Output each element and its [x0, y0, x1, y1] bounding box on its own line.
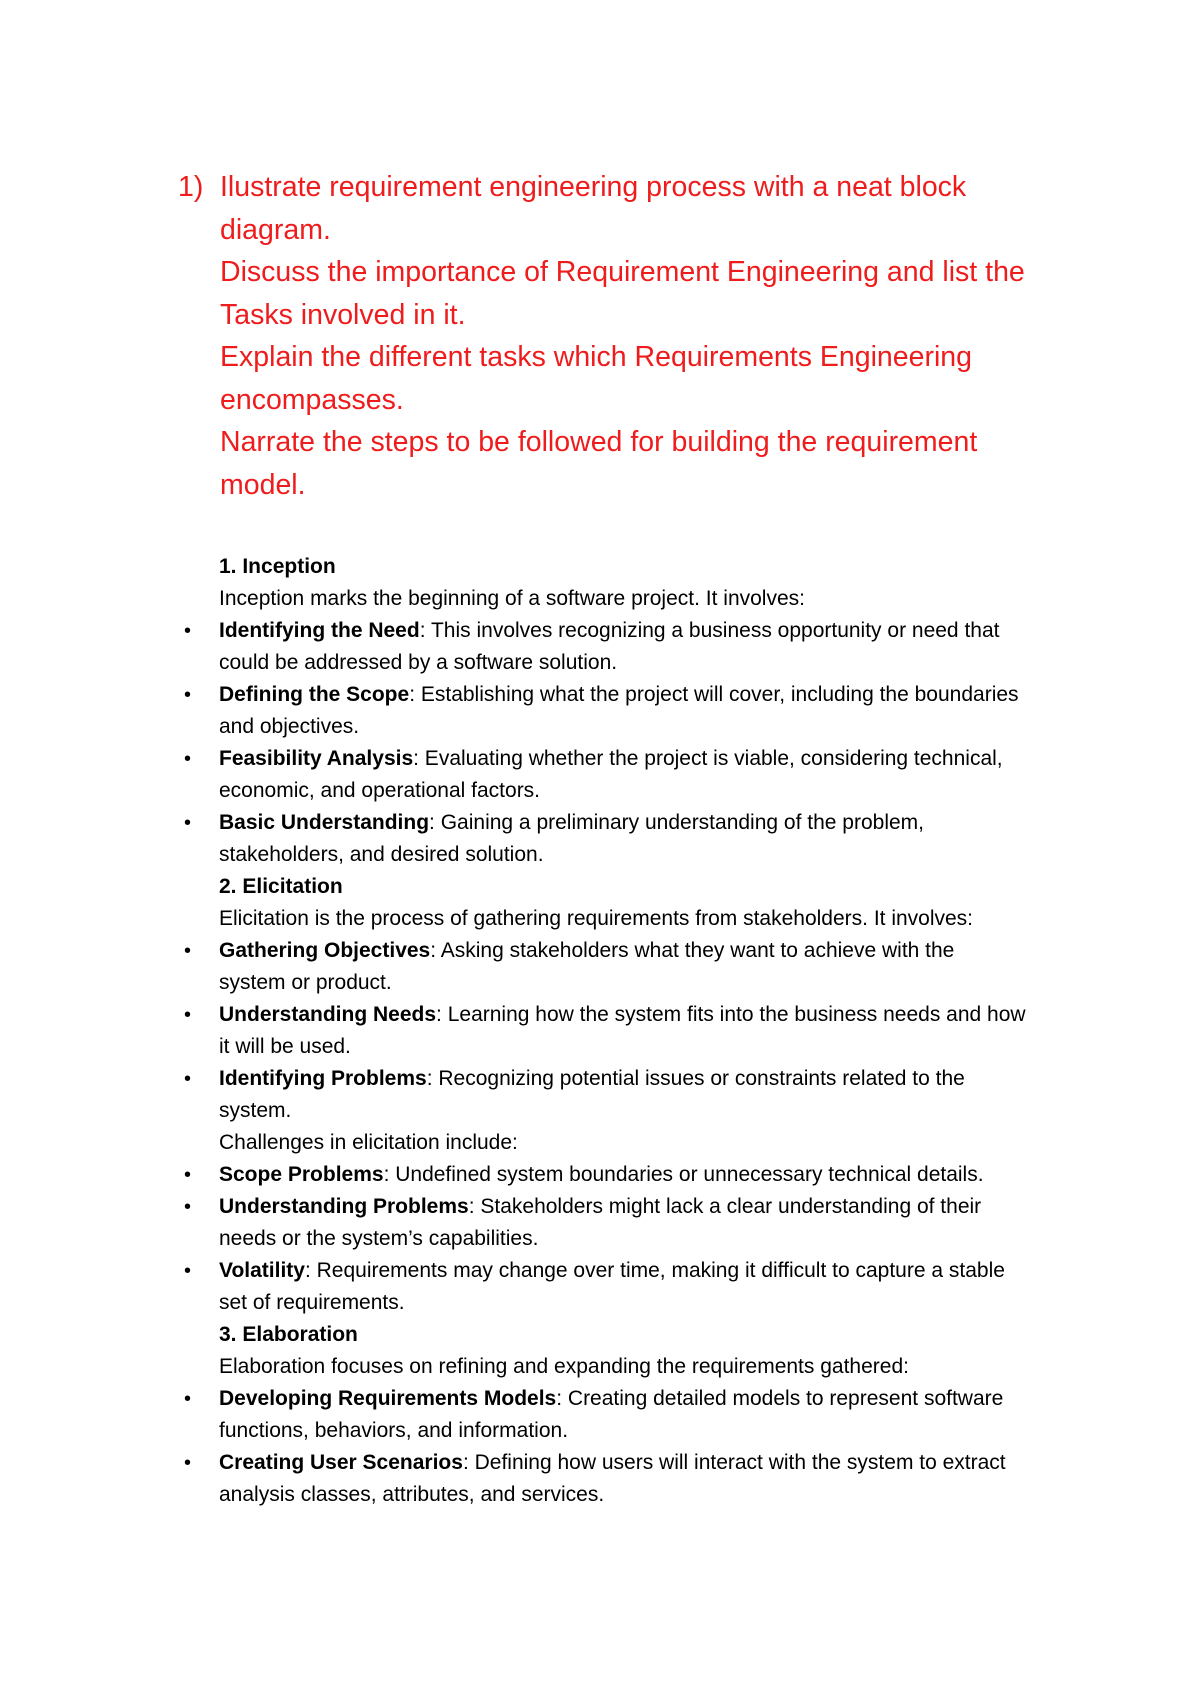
- bullet-term: Defining the Scope: [219, 683, 410, 706]
- bullet-icon: •: [184, 940, 192, 962]
- bullet-icon: •: [184, 684, 192, 706]
- bullet-term: Identifying Problems: [219, 1067, 427, 1090]
- bullet-item: [184, 935, 1084, 967]
- section-intro: Inception marks the beginning of a software project. It involves:: [219, 587, 805, 610]
- section-intro: Elaboration focuses on refining and expanding the requirements gathered:: [219, 1355, 909, 1378]
- bullet-item: [184, 807, 1084, 839]
- bullet-item: [184, 1063, 1084, 1095]
- bullet-icon: •: [184, 748, 192, 770]
- section-heading-elicitation: 2. Elicitation: [219, 875, 343, 898]
- bullet-continuation: system.: [219, 1099, 292, 1122]
- bullet-text: : Creating detailed models to represent software: [556, 1387, 1004, 1410]
- question-line: Ilustrate requirement engineering process with a neat block: [220, 171, 967, 203]
- bullet-continuation: it will be used.: [219, 1035, 351, 1058]
- bullet-term: Feasibility Analysis: [219, 747, 414, 770]
- bullet-icon: •: [184, 812, 192, 834]
- challenges-intro: Challenges in elicitation include:: [219, 1131, 518, 1154]
- question-line: model.: [220, 468, 306, 501]
- bullet-term: Volatility: [219, 1259, 305, 1282]
- bullet-icon: •: [184, 1452, 192, 1474]
- bullet-text: : Defining how users will interact with the system to extract: [462, 1451, 1006, 1474]
- bullet-item: [184, 999, 1084, 1031]
- question-block: [178, 166, 1078, 506]
- section-heading-inception: 1. Inception: [219, 555, 336, 578]
- bullet-term: Understanding Problems: [219, 1195, 469, 1218]
- bullet-item: [184, 1447, 1084, 1479]
- bullet-item: [184, 679, 1084, 711]
- bullet-item: [184, 1191, 1084, 1223]
- bullet-continuation: could be addressed by a software solution.: [219, 651, 618, 674]
- bullet-continuation: functions, behaviors, and information.: [219, 1419, 569, 1442]
- bullet-item: [184, 615, 1084, 647]
- question-text: [220, 166, 1078, 506]
- bullet-text: : This involves recognizing a business opportunity or need that: [419, 619, 1000, 642]
- section-intro: Elicitation is the process of gathering requirements from stakeholders. It involves:: [219, 907, 974, 930]
- bullet-continuation: needs or the system’s capabilities.: [219, 1227, 539, 1250]
- bullet-term: Gathering Objectives: [219, 939, 431, 962]
- bullet-icon: •: [184, 1388, 192, 1410]
- bullet-text: : Undefined system boundaries or unnecessary technical details.: [383, 1163, 984, 1186]
- bullet-icon: •: [184, 1004, 192, 1026]
- bullet-continuation: analysis classes, attributes, and services.: [219, 1483, 605, 1506]
- bullet-icon: •: [184, 1196, 192, 1218]
- bullet-term: Scope Problems: [219, 1163, 384, 1186]
- bullet-term: Developing Requirements Models: [219, 1387, 557, 1410]
- bullet-text: : Stakeholders might lack a clear understanding of their: [468, 1195, 982, 1218]
- bullet-item: [184, 1255, 1084, 1287]
- bullet-icon: •: [184, 1260, 192, 1282]
- bullet-continuation: stakeholders, and desired solution.: [219, 843, 544, 866]
- bullet-term: Basic Understanding: [219, 811, 430, 834]
- bullet-text: : Learning how the system fits into the business needs and how: [436, 1003, 1026, 1026]
- bullet-text: : Gaining a preliminary understanding of the problem,: [429, 811, 924, 834]
- bullet-icon: •: [184, 1164, 192, 1186]
- bullet-continuation: system or product.: [219, 971, 392, 994]
- answer-body: [184, 551, 1084, 1511]
- section-heading-elaboration: 3. Elaboration: [219, 1323, 358, 1346]
- question-number: 1): [178, 171, 204, 203]
- question-line: Tasks involved in it.: [220, 298, 466, 331]
- bullet-term: Creating User Scenarios: [219, 1451, 463, 1474]
- bullet-text: : Evaluating whether the project is viable, considering technical,: [413, 747, 1003, 770]
- bullet-continuation: economic, and operational factors.: [219, 779, 541, 802]
- bullet-icon: •: [184, 620, 192, 642]
- bullet-text: : Establishing what the project will cover, including the boundaries: [409, 683, 1019, 706]
- bullet-continuation: set of requirements.: [219, 1291, 405, 1314]
- bullet-term: Identifying the Need: [219, 619, 420, 642]
- bullet-item: [184, 1383, 1084, 1415]
- question-line: encompasses.: [220, 383, 404, 416]
- bullet-text: : Requirements may change over time, making it difficult to capture a stable: [304, 1259, 1005, 1282]
- question-line: diagram.: [220, 213, 331, 246]
- bullet-item: [184, 1159, 1084, 1191]
- question-line: Narrate the steps to be followed for building the requirement: [220, 426, 978, 458]
- question-line: Explain the different tasks which Requirements Engineering: [220, 341, 972, 373]
- bullet-text: : Asking stakeholders what they want to achieve with the: [430, 939, 955, 962]
- bullet-continuation: and objectives.: [219, 715, 360, 738]
- bullet-text: : Recognizing potential issues or constraints related to the: [426, 1067, 965, 1090]
- bullet-term: Understanding Needs: [219, 1003, 437, 1026]
- bullet-item: [184, 743, 1084, 775]
- question-line: Discuss the importance of Requirement Engineering and list the: [220, 256, 1025, 288]
- bullet-icon: •: [184, 1068, 192, 1090]
